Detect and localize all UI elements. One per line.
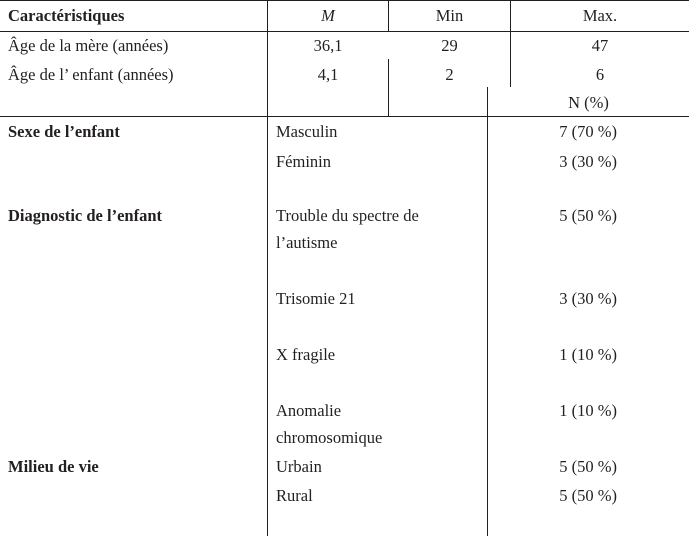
item-label: chromosomique xyxy=(276,428,383,447)
row-min: 2 xyxy=(445,65,454,84)
item-value: 5 (50 %) xyxy=(559,457,617,476)
item-value: 5 (50 %) xyxy=(559,206,617,225)
row-mean: 4,1 xyxy=(317,65,339,84)
item-label: Masculin xyxy=(276,122,338,141)
item-label: Anomalie xyxy=(276,401,342,420)
header-min: Min xyxy=(435,6,464,25)
row-max: 6 xyxy=(595,65,605,84)
group-label: Sexe de l’enfant xyxy=(8,122,120,141)
item-label: l’autisme xyxy=(276,233,338,252)
item-label: X fragile xyxy=(276,345,336,364)
item-value: 3 (30 %) xyxy=(559,152,617,171)
header-characteristics: Caractéristiques xyxy=(8,6,125,25)
item-label: Féminin xyxy=(276,152,332,171)
header-bottom-rule xyxy=(0,31,689,32)
group-label: Milieu de vie xyxy=(8,457,99,476)
item-label: Trisomie 21 xyxy=(276,289,356,308)
row-label: Âge de l’ enfant (années) xyxy=(8,65,174,84)
row-min: 29 xyxy=(441,36,458,55)
item-value: 1 (10 %) xyxy=(559,345,617,364)
n-percent-header: N (%) xyxy=(568,93,609,112)
row-max: 47 xyxy=(591,36,609,55)
item-value: 5 (50 %) xyxy=(559,486,617,505)
row-label: Âge de la mère (années) xyxy=(8,36,169,55)
header-max: Max. xyxy=(582,6,618,25)
header-top-rule xyxy=(0,0,689,1)
group-label: Diagnostic de l’enfant xyxy=(8,206,162,225)
section-divider-rule xyxy=(0,116,689,117)
header-mean: M xyxy=(321,6,335,25)
item-label: Urbain xyxy=(276,457,322,476)
item-value: 3 (30 %) xyxy=(559,289,617,308)
row-mean: 36,1 xyxy=(313,36,343,55)
item-value: 1 (10 %) xyxy=(559,401,617,420)
item-label: Rural xyxy=(276,486,313,505)
item-label: Trouble du spectre de xyxy=(276,206,419,225)
item-value: 7 (70 %) xyxy=(559,122,617,141)
